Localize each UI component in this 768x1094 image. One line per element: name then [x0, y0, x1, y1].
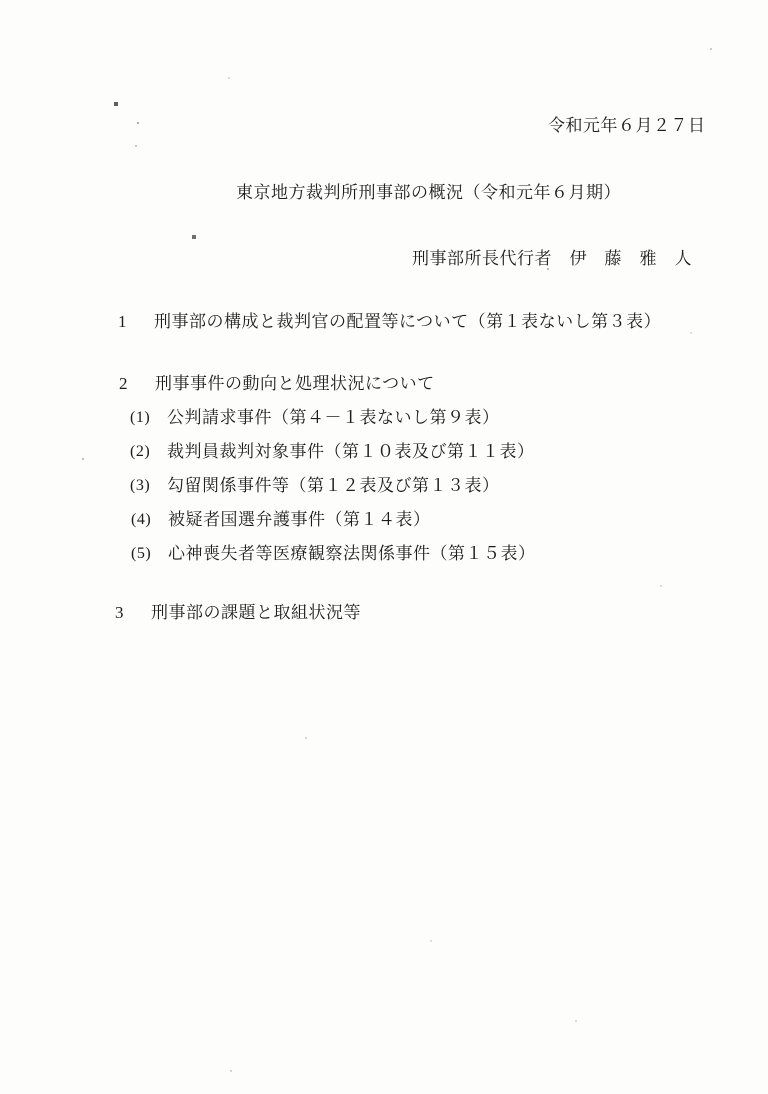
scan-noise-speckles [0, 0, 2, 2]
section-1-number: 1 [118, 312, 127, 331]
document-title: 東京地方裁判所刑事部の概況（令和元年６月期） [236, 183, 621, 202]
section-2-number: 2 [119, 374, 128, 393]
section-2-item-5 [131, 541, 536, 567]
section-2-item-4 [131, 507, 431, 533]
section-2-item-3-marker: (3) [130, 477, 151, 494]
document-author: 刑事部所長代行者 伊 藤 雅 人 [412, 249, 692, 268]
section-2-item-3-text: 勾留関係事件等（第１２表及び第１３表） [167, 476, 500, 495]
section-2-item-5-marker: (5) [131, 545, 152, 562]
section-2-item-2-text: 裁判員裁判対象事件（第１０表及び第１１表） [167, 442, 535, 461]
section-2-item-2 [130, 439, 535, 465]
section-1-heading: 刑事部の構成と裁判官の配置等について（第１表ないし第３表） [154, 312, 662, 331]
section-1 [118, 309, 661, 335]
section-2-item-1 [130, 405, 500, 431]
section-2-item-5-text: 心神喪失者等医療観察法関係事件（第１５表） [168, 544, 536, 563]
section-3-heading: 刑事部の課題と取組状況等 [151, 603, 361, 622]
section-2 [119, 371, 435, 397]
section-3-number: 3 [115, 603, 124, 622]
section-2-item-4-text: 被疑者国選弁護事件（第１４表） [168, 510, 431, 529]
section-2-item-4-marker: (4) [131, 511, 152, 528]
section-2-item-1-marker: (1) [130, 409, 151, 426]
section-2-heading: 刑事事件の動向と処理状況について [155, 374, 435, 393]
section-2-item-1-text: 公判請求事件（第４－１表ないし第９表） [167, 408, 500, 427]
document-date: 令和元年６月２７日 [548, 116, 706, 135]
section-2-item-2-marker: (2) [130, 443, 151, 460]
section-3 [115, 600, 361, 626]
section-2-item-3 [130, 473, 500, 499]
